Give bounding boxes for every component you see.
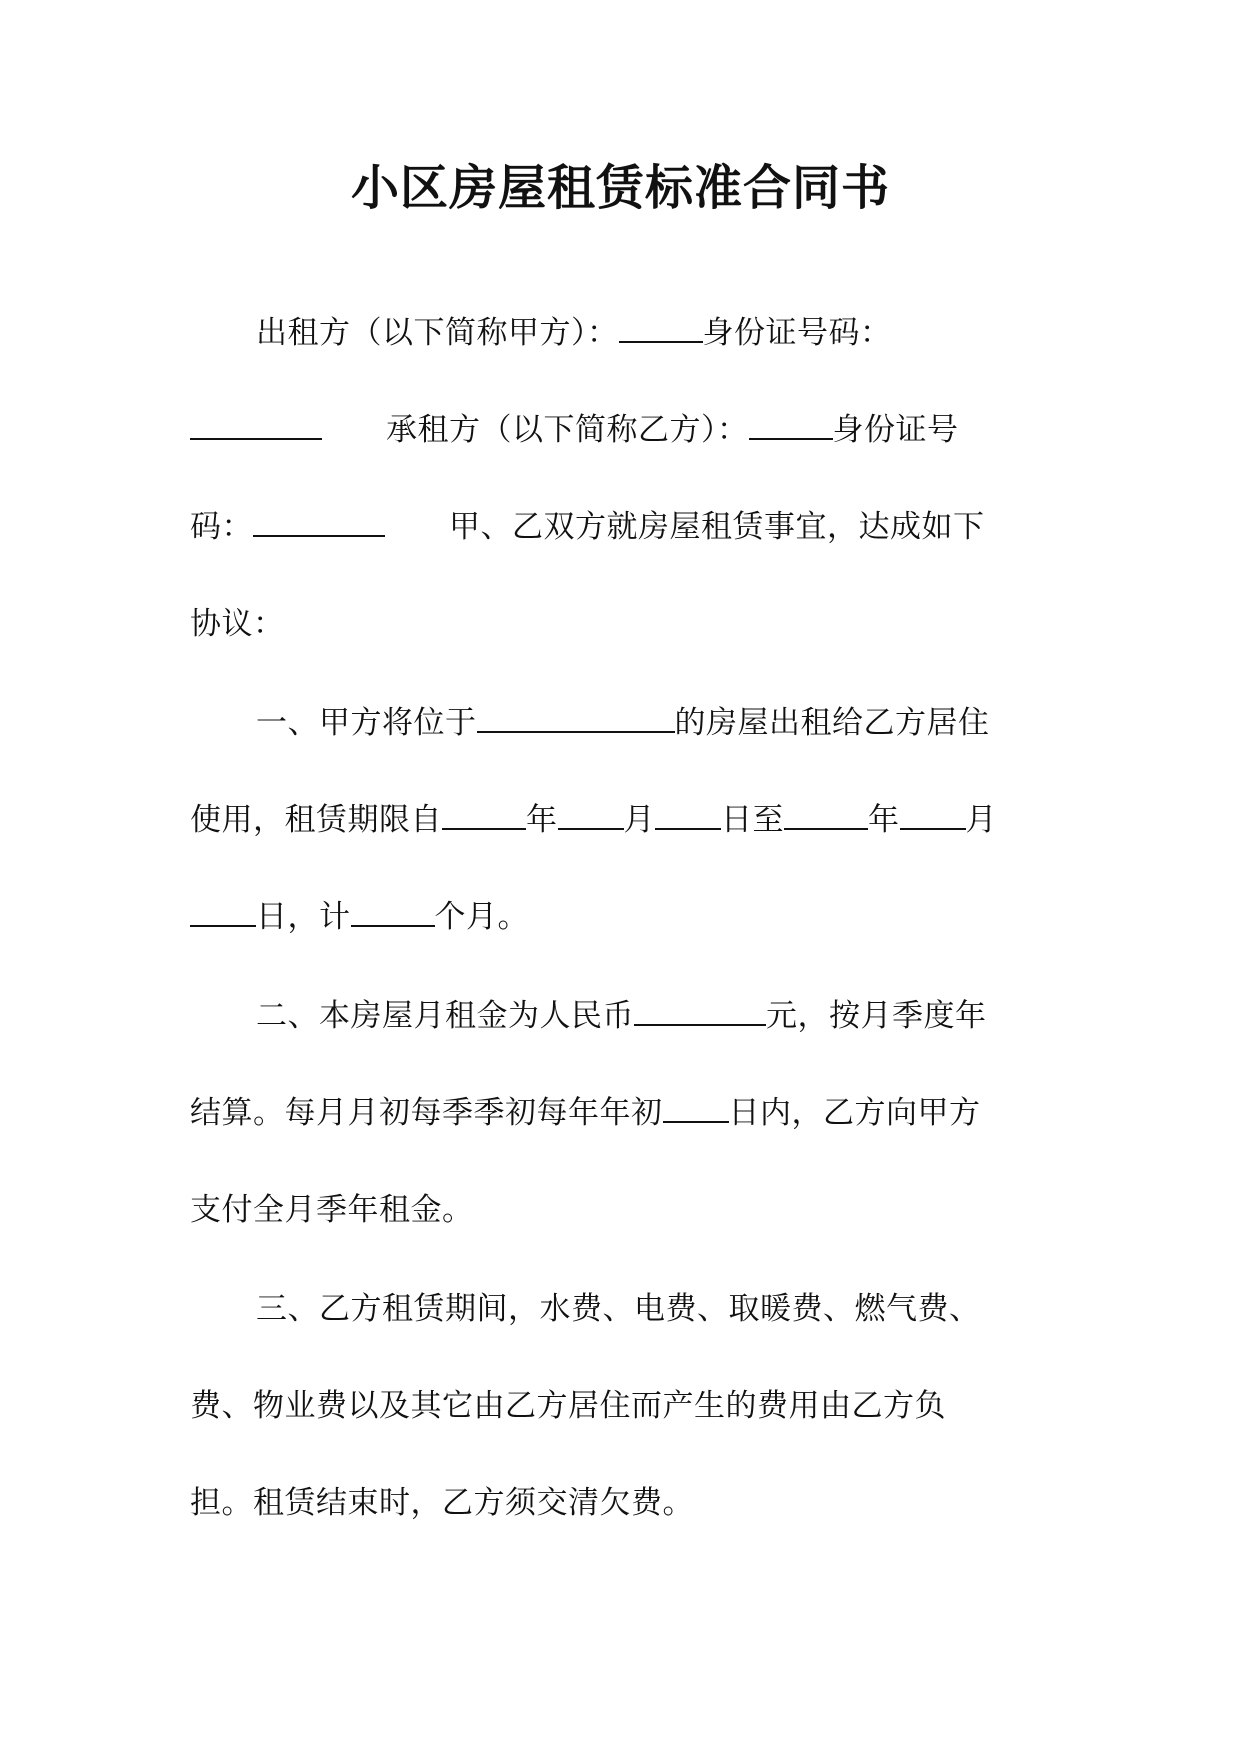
id-number-label: 身份证号码： [702, 315, 892, 351]
end-year-blank [784, 800, 868, 830]
clause1-text-a: 一、甲方将位于 [256, 705, 477, 741]
id-number-label-part2: 码： [190, 509, 253, 545]
clause2-text-d: 日内，乙方向甲方 [728, 1095, 981, 1131]
payment-day-blank [663, 1093, 729, 1123]
lessee-id-blank [253, 507, 385, 537]
lessor-label: 出租方（以下简称甲方）： [256, 315, 619, 351]
clause2-text-c: 结算。每月月初每季季初每年年初 [190, 1095, 663, 1131]
clause2-line-2 [190, 1093, 981, 1133]
agreement-end: 协议： [190, 606, 285, 642]
lessor-id-blank [190, 410, 322, 440]
document-title: 小区房屋租赁标准合同书 [350, 160, 890, 216]
clause1-line-2 [190, 800, 997, 840]
clause2-text-a: 二、本房屋月租金为人民币 [256, 998, 634, 1034]
clause1-text-c: 使用，租赁期限自 [190, 802, 442, 838]
clause3-line-3 [190, 1483, 694, 1523]
clause2-text-b: 元，按月季度年 [766, 998, 987, 1034]
clause2-text-e: 支付全月季年租金。 [190, 1192, 474, 1228]
end-month-blank [900, 800, 966, 830]
clause1-line-1 [256, 703, 990, 743]
day-count-label: 日，计 [256, 899, 351, 935]
month-label: 月 [965, 802, 997, 838]
end-day-blank [190, 897, 256, 927]
months-suffix: 个月。 [434, 899, 529, 935]
clause3-text-b: 费、物业费以及其它由乙方居住而产生的费用由乙方负 [190, 1388, 946, 1424]
clause3-line-1 [256, 1289, 981, 1329]
lessee-name-blank [749, 410, 833, 440]
lessor-name-blank [619, 313, 703, 343]
year-label: 年 [868, 802, 900, 838]
id-number-label-part1: 身份证号 [832, 412, 959, 448]
clause1-line-3 [190, 897, 529, 937]
rent-amount-blank [634, 996, 766, 1026]
start-month-blank [558, 800, 624, 830]
lessee-label: 承租方（以下简称乙方）： [386, 412, 749, 448]
intro-line-1 [256, 313, 892, 353]
clause1-text-b: 的房屋出租给乙方居住 [674, 705, 990, 741]
clause3-text-c: 担。租赁结束时，乙方须交清欠费。 [190, 1485, 694, 1521]
clause3-text-a: 三、乙方租赁期间，水费、电费、取暖费、燃气费、 [256, 1291, 981, 1327]
clause2-line-3 [190, 1190, 474, 1230]
clause2-line-1 [256, 996, 987, 1036]
intro-line-4 [190, 604, 285, 644]
month-label: 月 [623, 802, 655, 838]
agreement-text: 甲、乙双方就房屋租赁事宜，达成如下 [449, 509, 985, 545]
month-count-blank [351, 897, 435, 927]
clause3-line-2 [190, 1386, 946, 1426]
address-blank [477, 703, 675, 733]
start-year-blank [442, 800, 526, 830]
intro-line-2 [190, 410, 959, 450]
start-day-blank [655, 800, 721, 830]
day-to-label: 日至 [721, 802, 784, 838]
intro-line-3 [190, 507, 985, 547]
year-label: 年 [526, 802, 558, 838]
